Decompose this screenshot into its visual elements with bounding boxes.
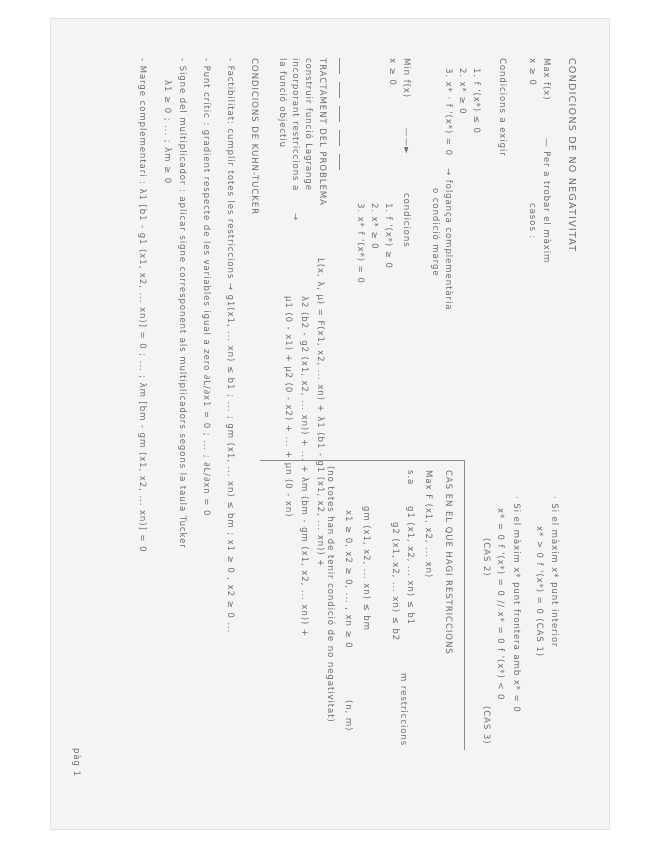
box-heading: CAS EN EL QUE HAGI RESTRICCIONS xyxy=(443,470,453,655)
cond-exigir-note2: o condició marge xyxy=(430,188,440,277)
tractament-line3: la funció objectiu xyxy=(277,58,287,148)
cond-exigir-heading: Condicions a exigir xyxy=(497,58,507,157)
box-sa: s.a xyxy=(405,470,415,486)
arrow-note: — Per a trobar el màxim xyxy=(541,138,551,264)
cas3-label: (CAS 3) xyxy=(481,706,491,745)
cas2-label: (CAS 2) xyxy=(481,538,491,577)
divider-dash xyxy=(339,130,340,146)
cas2-line1: · Si el màxim x* punt frontera amb x* = 0 xyxy=(511,496,521,713)
min-problem-line1: Min f(x) xyxy=(401,58,411,98)
cond-min-1: 1. f '(x*) ≥ 0 xyxy=(383,203,393,269)
lagrange-line2: λ2 (b2 - g2 (x1, x2, ... xn)) + ... + λm (bm - gm (x1, x2, ... xn)) + xyxy=(299,296,309,637)
min-problem-line2: x ≥ 0 xyxy=(387,58,397,86)
cond-exigir-3: 3. x* · f '(x*) = 0 xyxy=(443,68,453,156)
tractament-line2: incorporant restriccions a xyxy=(290,58,300,192)
box-top-border xyxy=(464,460,465,750)
lagrange-line3: μ1 (0 - x1) + μ2 (0 - x2) + ... + μn (0 - xn) xyxy=(283,296,293,518)
divider-dash xyxy=(339,82,340,98)
kt-heading: CONDICIONS DE KUHN-TUCKER xyxy=(249,58,259,216)
condicions-label: condicions xyxy=(401,193,411,248)
cas2-line2: x* = 0 f '(x*) = 0 // x* = 0 f '(x*) < 0 xyxy=(495,508,505,701)
divider-dash xyxy=(339,106,340,122)
box-max: Max F (x1, x2, ... xn) xyxy=(423,470,433,579)
notebook-page xyxy=(50,18,610,830)
kt-factibilitat: - Factibilitat: cumplir totes les restriccions → g1(x1, ... xn) ≤ b1 ; ... ; gm (x1, ... xn) ≤ bm ; x1 ≥ 0 , x2 ≥ 0 ... xyxy=(225,58,235,634)
lagrange-line1: L(x, λ, μ) = F(x1, x2, ... xn) + λ1 (b1 - g1 (x1, x2, ... xn)) + xyxy=(315,258,325,568)
kt-marge: - Marge complementari : λ1 [b1 - g1 (x1, x2, ... xn)] = 0 ; ... ; λm [bm - gm (x1, x2, ... xn)] = 0 xyxy=(137,58,147,553)
section-title-no-negativitat: CONDICIONS DE NO NEGATIVITAT xyxy=(566,58,577,253)
box-m-restriccions: m restriccions xyxy=(398,673,408,747)
cond-min-2: 2. x* ≥ 0 xyxy=(369,203,379,250)
casos-label: casos : xyxy=(527,203,537,240)
divider-dash xyxy=(339,154,340,170)
box-left-border xyxy=(260,460,465,461)
tractament-heading: TRACTAMENT DEL PROBLEMA xyxy=(317,58,327,206)
box-n-m: (n, m) xyxy=(343,700,353,732)
page-number: pàg 1 xyxy=(71,748,81,777)
box-g2: g2 (x1, x2, ... xn) ≤ b2 xyxy=(390,522,400,642)
box-gm: gm (x1, x2, ... xn) ≤ bm xyxy=(361,506,371,631)
cond-exigir-note1: → folgança complementària xyxy=(443,168,453,311)
box-nonneg: x1 ≥ 0, x2 ≥ 0, ... , xn ≥ 0 xyxy=(343,510,353,649)
cas1-line2: x* > 0 f '(x*) = 0 (CAS 1) xyxy=(534,526,544,657)
tractament-line1: construir funció Lagrange xyxy=(303,58,313,191)
kt-punt-critic: - Punt crític : gradient respecte de les variables igual a zero ∂L/∂x1 = 0 ; ... ; ∂L/∂xn = 0 xyxy=(201,58,211,517)
arrow-note-text: Per a trobar el màxim xyxy=(541,151,551,264)
arrow-glyph: ——► xyxy=(401,128,411,155)
max-problem-line2: x ≥ 0 xyxy=(527,58,537,86)
max-problem-line1: Max f(x) xyxy=(541,58,551,101)
kt-signe-detail: λ1 ≥ 0 ; ... ; λm ≥ 0 xyxy=(162,80,172,185)
divider-dash xyxy=(339,58,340,74)
cas1-line1: · Si el màxim x* punt interior xyxy=(549,496,559,648)
box-g1: g1 (x1, x2, ... xn) ≤ b1 xyxy=(405,506,415,626)
cond-exigir-1: 1. f '(x*) ≤ 0 xyxy=(471,68,481,134)
kt-signe: - Signe del multiplicador : aplicar signe corresponent als multiplicadors segons la taula Tucker xyxy=(177,58,187,549)
arrow-glyph: → xyxy=(290,213,300,222)
rotated-notes xyxy=(50,18,610,830)
box-note: (no totes han de tenir condició de no negativitat) xyxy=(325,466,335,723)
cond-exigir-2: 2. x* ≥ 0 xyxy=(457,68,467,115)
cond-min-3: 3. x* f '(x*) = 0 xyxy=(355,203,365,284)
